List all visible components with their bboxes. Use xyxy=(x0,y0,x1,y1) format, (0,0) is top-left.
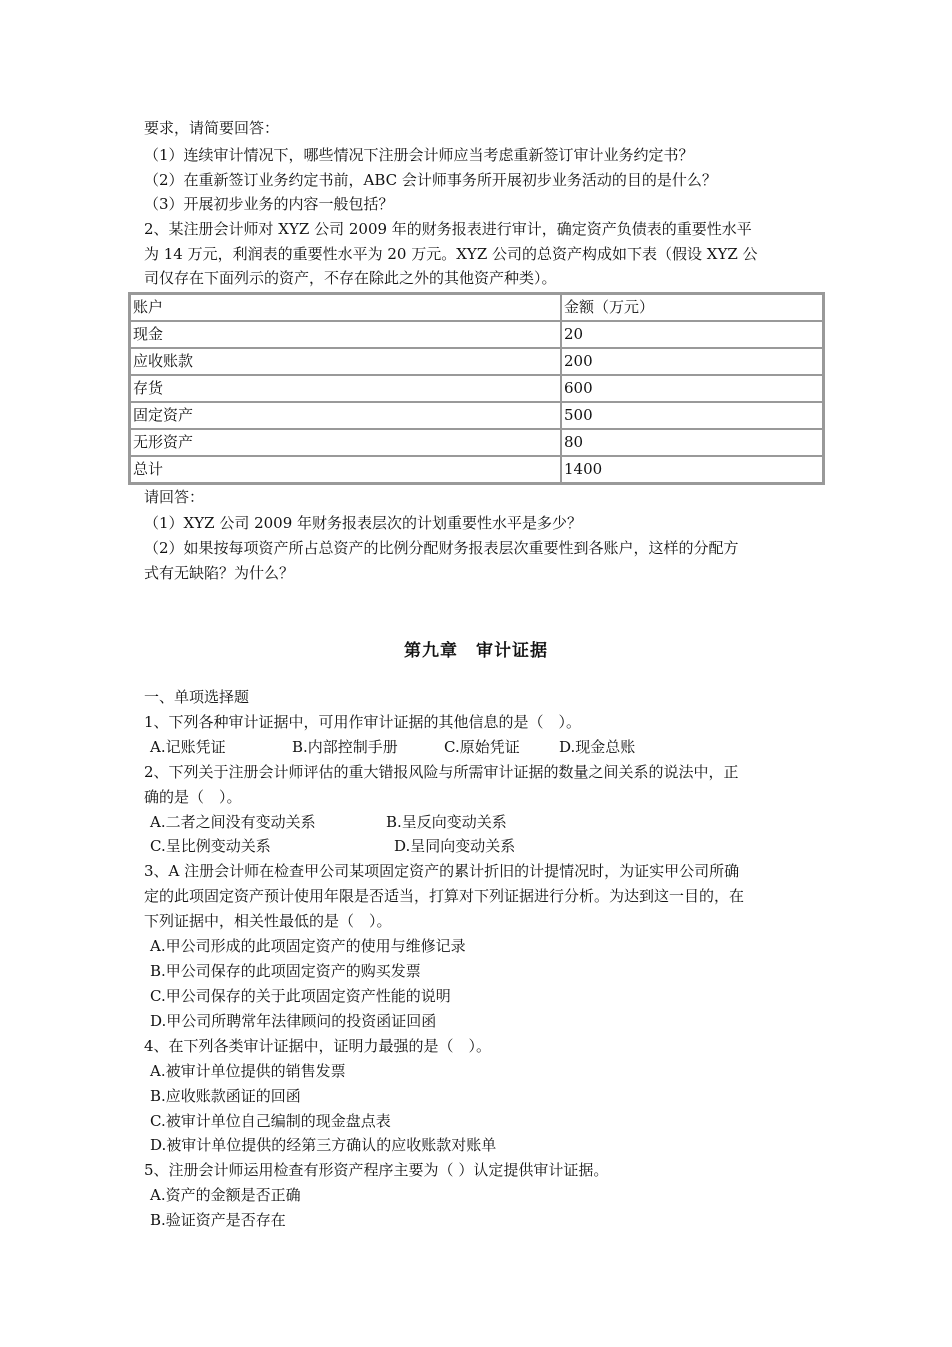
question-2a-line-1: 2、下列关于注册会计师评估的重大错报风险与所需审计证据的数量之间关系的说法中，正 xyxy=(144,763,739,781)
intro-line-1: 要求，请简要回答： xyxy=(144,119,280,137)
question-3-line-2: 定的此项固定资产预计使用年限是否适当，打算对下列证据进行分析。为达到这一目的，在 xyxy=(144,887,745,905)
table-cell: 总计 xyxy=(130,456,561,483)
question-2a-line-2: 确的是（ ）。 xyxy=(144,788,242,806)
question-2a-options-row-2 xyxy=(150,836,515,856)
table-row xyxy=(130,375,823,402)
table-cell: 1400 xyxy=(561,456,823,483)
option-c: C.甲公司保存的关于此项固定资产性能的说明 xyxy=(150,987,451,1005)
option-b: B.验证资产是否存在 xyxy=(150,1211,286,1229)
after-table-line-1: 请回答： xyxy=(144,488,205,506)
option-b: B.内部控制手册 xyxy=(292,738,398,756)
table-row xyxy=(130,456,823,483)
after-table-line-2: （1）XYZ 公司 2009 年财务报表层次的计划重要性水平是多少？ xyxy=(144,514,583,532)
table-row xyxy=(130,429,823,456)
option-d: D.现金总账 xyxy=(559,738,636,756)
table-cell: 无形资产 xyxy=(130,429,561,456)
after-table-line-4: 式有无缺陷？为什么？ xyxy=(144,564,295,582)
intro-line-2: （1）连续审计情况下，哪些情况下注册会计师应当考虑重新签订审计业务约定书？ xyxy=(144,146,694,164)
question-4: 4、在下列各类审计证据中，证明力最强的是（ ）。 xyxy=(144,1037,492,1055)
question-1-options xyxy=(150,737,635,757)
question-3-line-3: 下列证据中，相关性最低的是（ ）。 xyxy=(144,912,392,930)
table-row xyxy=(130,348,823,375)
intro-line-4: （3）开展初步业务的内容一般包括？ xyxy=(144,195,394,213)
question-2a-options-row-1 xyxy=(150,812,507,832)
question-3-line-1: 3、A 注册会计师在检查甲公司某项固定资产的累计折旧的计提情况时，为证实甲公司所确 xyxy=(144,862,740,880)
section-heading: 一、单项选择题 xyxy=(144,688,250,706)
chapter-title: 第九章 审计证据 xyxy=(404,641,548,661)
option-a: A.资产的金额是否正确 xyxy=(150,1186,301,1204)
table-cell: 现金 xyxy=(130,321,561,348)
table-cell: 存货 xyxy=(130,375,561,402)
table-cell: 600 xyxy=(561,375,823,402)
option-c: C.原始凭证 xyxy=(444,738,520,756)
table-cell: 500 xyxy=(561,402,823,429)
table-cell: 80 xyxy=(561,429,823,456)
table-cell: 20 xyxy=(561,321,823,348)
question-2-line-3: 司仅存在下面列示的资产，不存在除此之外的其他资产种类）。 xyxy=(144,269,557,287)
table-cell: 固定资产 xyxy=(130,402,561,429)
option-c: C.呈比例变动关系 xyxy=(150,837,271,855)
option-a: A.记账凭证 xyxy=(150,738,226,756)
question-1: 1、下列各种审计证据中，可用作审计证据的其他信息的是（ ）。 xyxy=(144,713,582,731)
option-a: A.甲公司形成的此项固定资产的使用与维修记录 xyxy=(150,937,466,955)
question-2-line-2: 为 14 万元，利润表的重要性水平为 20 万元。XYZ 公司的总资产构成如下表（假设 XYZ 公 xyxy=(144,245,758,263)
question-2-line-1: 2、某注册会计师对 XYZ 公司 2009 年的财务报表进行审计，确定资产负债表的重要性水平 xyxy=(144,220,752,238)
option-a: A.二者之间没有变动关系 xyxy=(150,813,316,831)
option-a: A.被审计单位提供的销售发票 xyxy=(150,1062,346,1080)
after-table-line-3: （2）如果按每项资产所占总资产的比例分配财务报表层次重要性到各账户，这样的分配方 xyxy=(144,539,739,557)
table-cell: 账户 xyxy=(130,294,561,321)
question-5: 5、注册会计师运用检查有形资产程序主要为（ ）认定提供审计证据。 xyxy=(144,1161,609,1179)
option-d: D.甲公司所聘常年法律顾问的投资函证回函 xyxy=(150,1012,437,1030)
intro-line-3: （2）在重新签订业务约定书前，ABC 会计师事务所开展初步业务活动的目的是什么？ xyxy=(144,171,717,189)
table-cell: 应收账款 xyxy=(130,348,561,375)
asset-table xyxy=(128,292,825,485)
option-b: B.呈反向变动关系 xyxy=(386,813,507,831)
option-b: B.甲公司保存的此项固定资产的购买发票 xyxy=(150,962,421,980)
table-row xyxy=(130,321,823,348)
option-b: B.应收账款函证的回函 xyxy=(150,1087,301,1105)
table-cell: 金额（万元） xyxy=(561,294,823,321)
table-row xyxy=(130,294,823,321)
option-c: C.被审计单位自己编制的现金盘点表 xyxy=(150,1112,391,1130)
table-row xyxy=(130,402,823,429)
option-d: D.呈同向变动关系 xyxy=(394,837,516,855)
option-d: D.被审计单位提供的经第三方确认的应收账款对账单 xyxy=(150,1136,497,1154)
table-cell: 200 xyxy=(561,348,823,375)
